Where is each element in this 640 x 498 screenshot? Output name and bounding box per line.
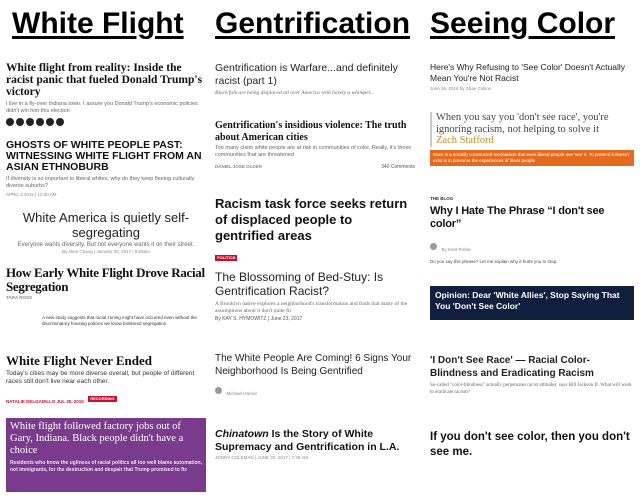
- headline: How Early White Flight Drove Racial Segregation: [6, 265, 205, 294]
- clipping-white-flight-reality[interactable]: [6, 62, 206, 136]
- share-icon[interactable]: [46, 118, 54, 126]
- author: Zach Stafford: [436, 135, 494, 146]
- clipping-white-people-coming[interactable]: [215, 352, 415, 414]
- clipping-hate-phrase[interactable]: [430, 196, 634, 264]
- headline: The Blossoming of Bed-Stuy: Is Gentrification Racist?: [215, 270, 384, 298]
- headline: [215, 428, 415, 453]
- dek: Residents who know the ugliness of racial politics all too well blame automation, not immigrants, for the destruction and despair that Trump promised to fix: [10, 460, 202, 473]
- headline: 'I Don't See Race' — Racial Color-Blindness and Eradicating Racism: [430, 355, 594, 379]
- clipping-white-allies[interactable]: [430, 286, 634, 320]
- headline-film-title: Chinatown: [215, 428, 269, 440]
- pull-quote: When you say you 'don't see race', you're ignoring racism, not helping to solve it: [436, 112, 609, 135]
- headline: White Flight Never Ended: [6, 353, 153, 368]
- comment-count[interactable]: 340 Comments: [381, 164, 415, 170]
- meta: June 26, 2016 by Shae Collins: [430, 86, 492, 91]
- clipping-dont-see-me: [430, 430, 634, 470]
- dek: Everyone wants diversity. But not everyone wants it on their street.: [17, 242, 195, 248]
- headline: GHOSTS OF WHITE PEOPLE PAST: WITNESSING WHITE FLIGHT FROM AN ASIAN ETHNOBURB: [6, 139, 202, 173]
- dek: A Brooklyn native explores a neighborhood's transformation and finds that many of the assumptions about it don't quite fit: [215, 301, 408, 314]
- headline: White flight followed factory jobs out of Gary, Indiana. Black people didn't have a choice: [10, 421, 184, 456]
- dek-bar: Race is a socially constructed mechanism that even liberal people use 'see' it. To pretend it doesn't exist is to presume the experiences of black people: [430, 150, 634, 166]
- print-icon[interactable]: [56, 118, 64, 126]
- meta: By Alice Chang | January 30, 2017 | 8:00am: [62, 249, 150, 254]
- statement: If you don't see color, then you don't see me.: [430, 431, 630, 458]
- dek: So-called "color-blindness" actually perpetuates racist attitudes, says Bill Jackson II. What will work to eradicate racism?: [430, 383, 632, 395]
- dek: Too many claim white people are at risk in communities of color. Really, it's those communities that are threatened: [215, 145, 412, 158]
- headline: White flight from reality: Inside the racist panic that fueled Donald Trump's victory: [6, 62, 203, 98]
- headline-rest: Is the Story of White Supremacy and Gentrification in L.A.: [215, 428, 400, 453]
- clipping-refusing-see-color[interactable]: [430, 62, 634, 108]
- column-title-seeing-color: Seeing Color: [430, 7, 616, 40]
- clipping-racism-task-force[interactable]: [215, 196, 415, 260]
- column-title-white-flight: White Flight: [12, 7, 184, 40]
- author-avatar: [215, 387, 222, 394]
- pull-quote: A new study suggests that racial zoning might have occurred even without the discriminatory housing policies we know bolstered segregation.: [42, 315, 197, 326]
- clipping-insidious-violence[interactable]: [215, 120, 415, 190]
- clipping-racial-color-blindness[interactable]: [430, 354, 634, 416]
- facebook-icon[interactable]: [6, 118, 14, 126]
- politics-badge[interactable]: POLITICS: [217, 254, 236, 260]
- clipping-gentrification-warfare[interactable]: [215, 62, 415, 114]
- headline: Gentrification is Warfare...and definitely racist (part 1): [215, 62, 398, 87]
- meta: JONNY COLEMAN | JUNE 20, 2017 | 7:30 AM: [215, 455, 309, 460]
- dek: Black folk are being displaced all over America with barely a whimper...: [215, 90, 375, 96]
- clipping-gary-indiana[interactable]: [6, 418, 206, 492]
- headline: Opinion: Dear 'White Allies', Stop Saying That You 'Don't See Color': [435, 290, 620, 311]
- headline: Racism task force seeks return of displaced people to gentrified areas: [215, 196, 408, 243]
- twitter-icon[interactable]: [16, 118, 24, 126]
- dek: I live in a fly-over Indiana town. I assure you Donald Trump's economic policies didn't win him this election: [6, 101, 198, 114]
- meta: NATALIE DELGADILLO JUL 30, 2015: [6, 399, 84, 404]
- clipping-zach-stafford[interactable]: [430, 112, 634, 188]
- share-icons: [6, 118, 206, 126]
- headline: Why I Hate The Phrase “I don't see color”: [430, 205, 605, 230]
- clipping-bed-stuy[interactable]: [215, 270, 415, 338]
- dek: If diversity is so important to liberal whites, why do they keep fleeing culturally diverse suburbs?: [6, 176, 195, 189]
- email-icon[interactable]: [36, 118, 44, 126]
- author-avatar: [430, 243, 437, 250]
- column-title-gentrification: Gentrification: [215, 7, 411, 40]
- clipping-self-segregating[interactable]: [6, 210, 206, 266]
- dek: Do you say this phrase? Let me explain why it hurts you to stop.: [430, 259, 558, 264]
- author[interactable]: DANIEL JOSE OLDER: [215, 164, 262, 169]
- headline: Gentrification's insidious violence: The truth about American cities: [215, 120, 407, 143]
- meta: APRIL 3 2015 | 12:30 AM: [6, 192, 57, 197]
- clipping-white-flight-never-ended[interactable]: [6, 354, 206, 416]
- clipping-early-white-flight[interactable]: [6, 266, 206, 346]
- headline: The White People Are Coming! 6 Signs Your Neighborhood Is Being Gentrified: [215, 353, 412, 377]
- kicker: THE BLOG: [430, 196, 454, 201]
- author[interactable]: Michael Harriot: [226, 391, 257, 396]
- dek: Today's cities may be more diverse overall, but people of different races still don't live near each other.: [6, 370, 195, 385]
- meta: By KAY S. HYMOWITZ | June 23, 2017: [215, 316, 303, 322]
- byline: TARA ROSS: [6, 295, 33, 300]
- category-badge[interactable]: RECORDING: [90, 395, 115, 401]
- clipping-ghosts-white-people[interactable]: [6, 140, 206, 206]
- headline: Here's Why Refusing to 'See Color' Doesn't Actually Mean You're Not Racist: [430, 62, 625, 83]
- headline: White America is quietly self-segregating: [22, 210, 190, 240]
- pinterest-icon[interactable]: [26, 118, 34, 126]
- clipping-chinatown[interactable]: [215, 428, 415, 492]
- author[interactable]: By Kent Fisher: [441, 247, 471, 252]
